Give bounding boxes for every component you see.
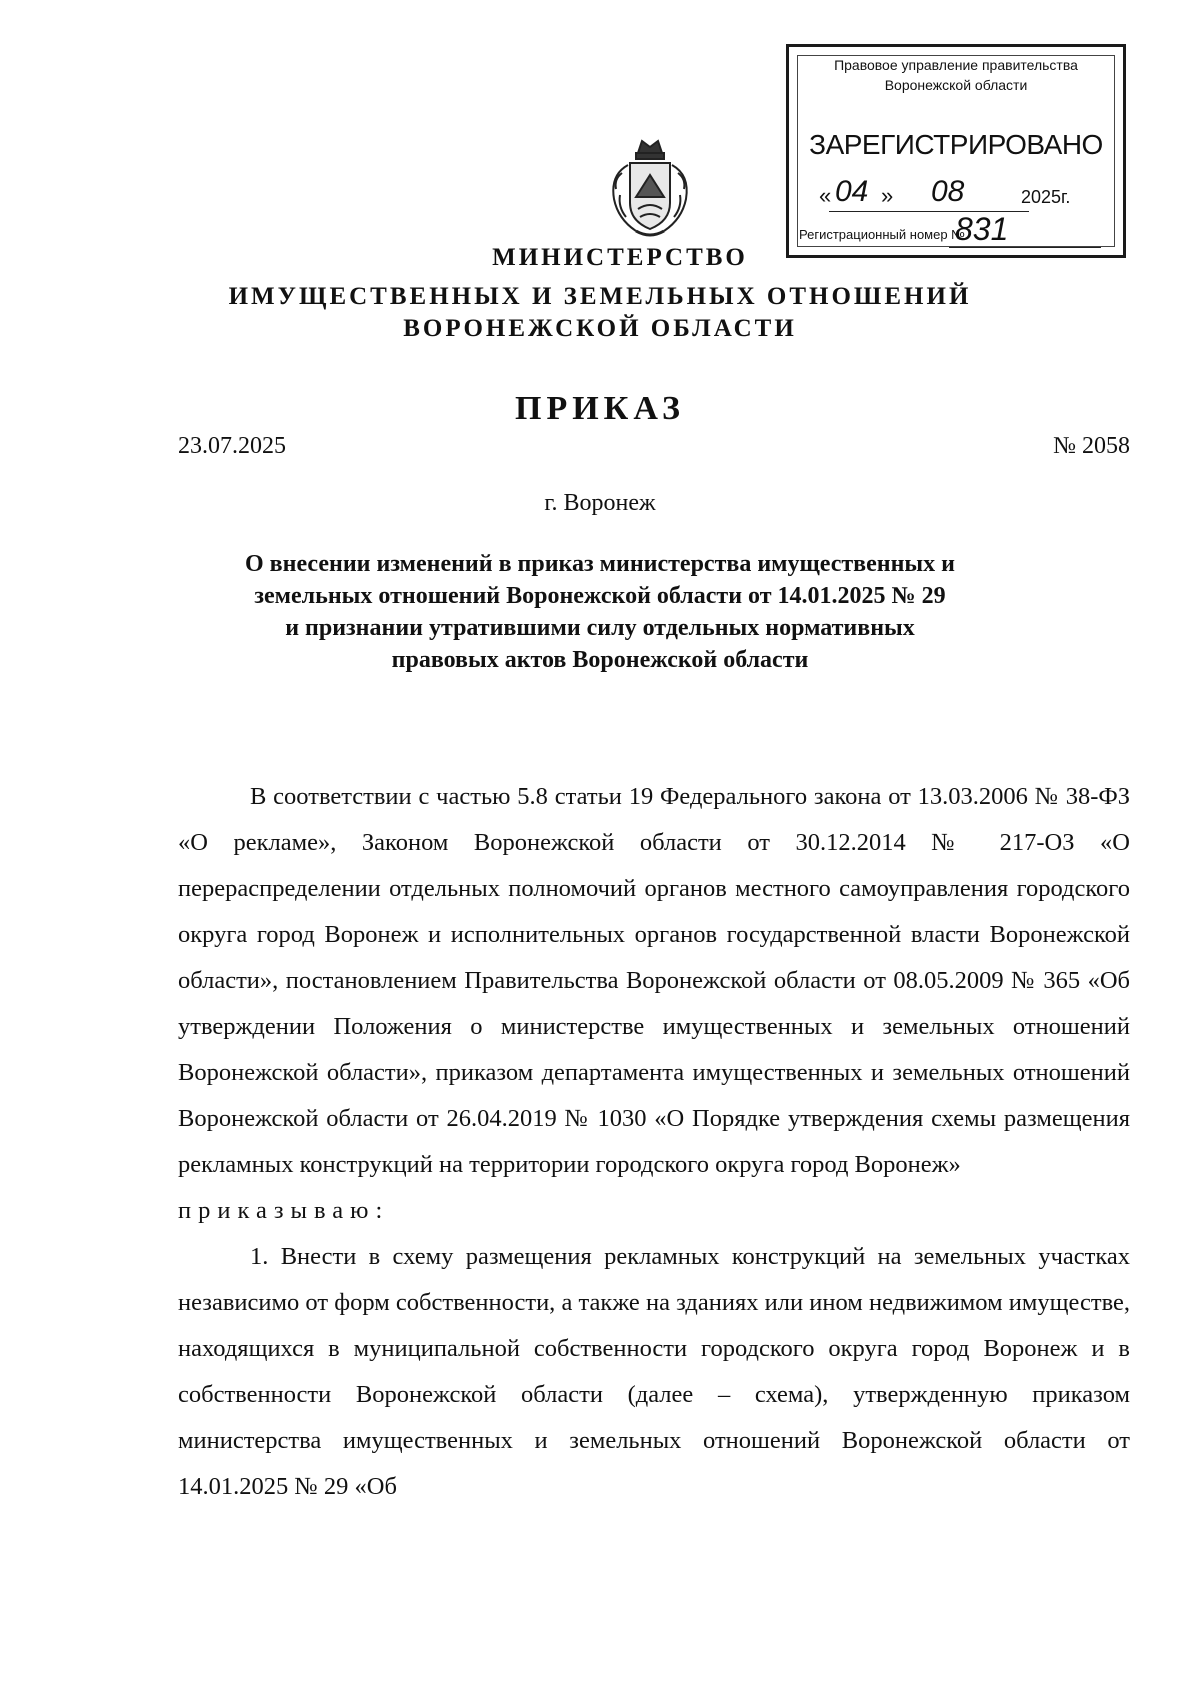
stamp-month: 08 bbox=[931, 175, 965, 208]
document-title-line: и признании утратившими силу отдельных нормативных bbox=[285, 615, 915, 641]
document-city: г. Воронеж bbox=[544, 490, 656, 516]
stamp-organization bbox=[789, 55, 1123, 95]
stamp-registered-label: ЗАРЕГИСТРИРОВАНО bbox=[809, 129, 1103, 160]
stamp-reg-number bbox=[799, 211, 1109, 247]
document-title-line: О внесении изменений в приказ министерства имущественных и bbox=[245, 551, 955, 577]
ministry-name-line3: ВОРОНЕЖСКОЙ ОБЛАСТИ bbox=[403, 315, 797, 342]
document-title-line: земельных отношений Воронежской области от 14.01.2025 № 29 bbox=[254, 583, 946, 609]
document-title-line: правовых актов Воронежской области bbox=[391, 647, 809, 673]
stamp-reg-number-label: Регистрационный номер № bbox=[799, 227, 966, 242]
document-number: № 2058 bbox=[1053, 433, 1130, 459]
ministry-name-line1: МИНИСТЕРСТВО bbox=[492, 244, 748, 271]
stamp-date bbox=[819, 175, 1109, 215]
voronezh-coat-of-arms-icon bbox=[600, 135, 700, 245]
document-body bbox=[178, 774, 1130, 1510]
item-1-paragraph: 1. Внести в схему размещения рекламных конструкций на земельных участках независимо от форм собственности, а также на зданиях или ином недвижимом имуществе, находящихся в муниципальной собственности городского округа город Воронеж и в собственности Воронежской области (далее – схема), утвержденную приказом министерства имущественных и земельных отношений Воронежской области от 14.01.2025 № 29 «Об bbox=[178, 1243, 1130, 1500]
order-word: приказываю: bbox=[178, 1197, 390, 1224]
ministry-name-line2: ИМУЩЕСТВЕННЫХ И ЗЕМЕЛЬНЫХ ОТНОШЕНИЙ bbox=[228, 283, 972, 310]
stamp-org-line2: Воронежской области bbox=[884, 77, 1028, 93]
stamp-quote-open: « bbox=[819, 183, 832, 208]
stamp-year: 2025г. bbox=[1021, 187, 1071, 207]
stamp-day: 04 bbox=[835, 175, 869, 208]
document-title bbox=[200, 548, 1000, 676]
stamp-quote-close: » bbox=[881, 183, 894, 208]
preamble-paragraph: В соответствии с частью 5.8 статьи 19 Федерального закона от 13.03.2006 № 38-ФЗ «О рекламе», Законом Воронежской области от 30.12.2014 № 217-ОЗ «О перераспределении отдельных полномочий органов местного самоуправления городского округа город Воронеж и исполнительных органов государственной власти Воронежской области», постановлением Правительства Воронежской области от 08.05.2009 № 365 «Об утверждении Положения о министерстве имущественных и земельных отношений Воронежской области», приказом департамента имущественных и земельных отношений Воронежской области от 26.04.2019 № 1030 «О Порядке утверждения схемы размещения рекламных конструкций на территории городского округа город Воронеж» bbox=[178, 783, 1130, 1178]
document-type: ПРИКАЗ bbox=[515, 390, 685, 427]
stamp-org-line1: Правовое управление правительства bbox=[834, 57, 1078, 73]
document-date: 23.07.2025 bbox=[178, 433, 286, 459]
registration-stamp bbox=[786, 44, 1126, 258]
stamp-reg-number-value: 831 bbox=[955, 211, 1009, 247]
